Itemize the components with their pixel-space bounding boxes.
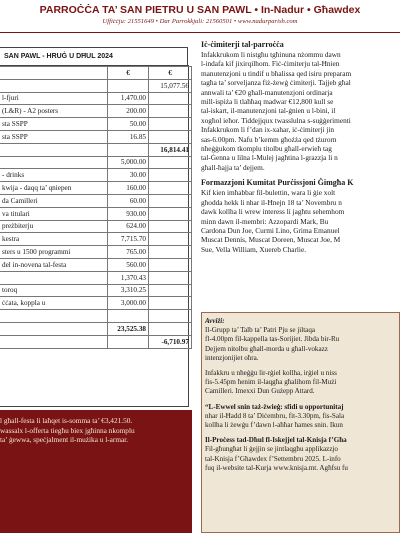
- cemetery-line: manutenzjoni u tindif u bħalissa qed isiru preparam: [201, 68, 352, 78]
- finance-cell-a: [108, 79, 149, 92]
- formation-line: Kif kien imħabbar fil-bulettin, wara li ġie xolt: [201, 188, 336, 198]
- finance-row: [0, 322, 192, 335]
- finance-cell-b: [149, 246, 192, 259]
- formation-line: Cardona Dun Joe, Curmi Lino, Grima Emanuel: [201, 225, 340, 235]
- finance-row: [0, 258, 192, 271]
- finance-cell-label: sta SSPP: [0, 130, 108, 143]
- finance-title: SAN PAWL - HRUĠ U DĦUL 2024: [0, 47, 188, 65]
- finance-cell-b: -6,710.97: [149, 335, 192, 348]
- finance-row: [0, 310, 192, 323]
- finance-cell-a: 60.00: [108, 194, 149, 207]
- finance-cell-b: [149, 322, 192, 335]
- finance-cell-a: 5,000.00: [108, 156, 149, 169]
- notice-line: fl-4.00pm fil-kappella tas-Sorijiet. Jibda bir-Ru: [205, 335, 340, 344]
- finance-cell-label: da Camilleri: [0, 194, 108, 207]
- finance-cell-a: [108, 310, 149, 323]
- finance-cell-label: ċċata, koppla u: [0, 297, 108, 310]
- finance-header-col-a: €: [108, 67, 149, 80]
- finance-cell-b: [149, 207, 192, 220]
- finance-row: [0, 284, 192, 297]
- cemetery-line: sas-6.00pm. Nafu b’kemm għożża qed tżurorn: [201, 134, 337, 144]
- note-line: ta’ ġewwa, speċjalment il-mużika u l-armar.: [0, 435, 129, 445]
- notice-men-meeting: [205, 369, 399, 397]
- cemetery-line: Infakkrukom li f’dan ix-xahar, iċ-ċimiterji jin: [201, 125, 335, 135]
- festa-note: [0, 410, 192, 533]
- finance-cell-b: [149, 118, 192, 131]
- finance-cell-b: [149, 233, 192, 246]
- finance-table: [0, 66, 192, 349]
- finance-cell-b: [149, 92, 192, 105]
- finance-cell-a: 50.00: [108, 118, 149, 131]
- notice-line: fis-5.45pm ħenim il-laqgħa għalihom fil-Mużi: [205, 378, 337, 387]
- formation-line: Muscat Dennis, Muscat Doreen, Muscat Joe, M: [201, 235, 341, 245]
- notice-line: Il-Proċess tad-Dħul fl-Iskejjel tal-Knisja f’Għa: [205, 436, 347, 445]
- note-line: l għall-festa li laħqet is-somma ta’ €3,421.50.: [0, 416, 133, 425]
- finance-row: [0, 156, 192, 169]
- finance-cell-a: 624.00: [108, 220, 149, 233]
- finance-cell-b: [149, 297, 192, 310]
- finance-cell-label: del in-novena tal-festa: [0, 258, 108, 271]
- formation-line: għodda hekk li nhar il-Ħnejn 18 ta’ Novembru n: [201, 197, 342, 207]
- finance-cell-label: preżbiterju: [0, 220, 108, 233]
- finance-cell-b: [149, 169, 192, 182]
- finance-cell-a: 200.00: [108, 105, 149, 118]
- finance-cell-a: 3,000.00: [108, 297, 149, 310]
- finance-cell-label: va titulari: [0, 207, 108, 220]
- cemetery-line: mill-ispiża li tlaħħaq madwar €12,800 kull se: [201, 97, 334, 107]
- formation-line: dawk kollha li wrew interess li jagħtu sehemhom: [201, 207, 345, 217]
- finance-row: [0, 246, 192, 259]
- notice-line: intenzjonijiet oħra.: [205, 353, 259, 362]
- cemetery-heading: Iċ-ċimiterji tal-parroċċa: [201, 40, 284, 49]
- notice-line: Infakkru u nħeġġu lir-rġiel kollha, irġiel u niss: [205, 369, 337, 378]
- finance-row: [0, 233, 192, 246]
- parish-contacts: Uffiċċju: 21551649 • Dar Parrokkjali: 21560501 • www.nadurparish.com: [102, 18, 298, 25]
- finance-cell-a: 160.00: [108, 182, 149, 195]
- notice-line: kollha li żewġu f’dawn l-aħħar ħames snin. Ikun: [205, 421, 343, 430]
- right-column: [201, 40, 400, 254]
- cemetery-line: tal-iskart, il-manutenzjoni tal-ġnien u l-bini, il: [201, 106, 336, 116]
- cemetery-line: nħeġġukom tkomplu titolbu għall-erwieħ tag: [201, 144, 332, 154]
- finance-cell-label: toroq: [0, 284, 108, 297]
- notice-line: Camilleri. Imexxi Dun Gużepp Attard.: [205, 387, 315, 396]
- finance-row: [0, 143, 192, 156]
- notice-line: nhar il-Ħadd 8 ta’ Diċembru, fit-3.30pm, fis-Sala: [205, 411, 345, 420]
- finance-cell-b: [149, 310, 192, 323]
- finance-row: [0, 220, 192, 233]
- finance-row: [0, 182, 192, 195]
- finance-cell-label: [0, 335, 108, 348]
- finance-cell-label: sta SSPP: [0, 118, 108, 131]
- finance-cell-b: [149, 156, 192, 169]
- finance-row: [0, 169, 192, 182]
- finance-cell-a: 765.00: [108, 246, 149, 259]
- notice-school-admission: [205, 436, 399, 473]
- cemetery-line: tal-Ġenna u lilna l-Mulej jagħtina l-grazzja li n: [201, 153, 338, 163]
- finance-cell-a: 23,525.38: [108, 322, 149, 335]
- finance-cell-a: [108, 143, 149, 156]
- cemetery-text: [201, 50, 400, 172]
- finance-cell-b: [149, 194, 192, 207]
- finance-cell-b: [149, 271, 192, 284]
- formation-line: Sue, Vella William, Xuereb Charlie.: [201, 244, 307, 254]
- notice-line: Il-Grupp ta’ Talb ta’ Patri Pju se jiltaqa: [205, 326, 316, 335]
- notice-line: “L-Ewwel snin taż-żwieġ: sfidi u opportunitaj: [205, 402, 344, 411]
- finance-cell-label: [0, 143, 108, 156]
- finance-row: [0, 271, 192, 284]
- finance-row: [0, 207, 192, 220]
- finance-cell-b: [149, 284, 192, 297]
- notice-prayer-group: [205, 326, 399, 363]
- formation-text: [201, 188, 400, 254]
- note-line: wassalx l-offerta tiegħu biex jgħinna nkomplu: [0, 425, 135, 435]
- notice-line: Dejjem nitolbu għall-morda u għall-vokazz: [205, 344, 328, 353]
- finance-cell-label: kwija - daqq ta’ qniepen: [0, 182, 108, 195]
- finance-cell-b: [149, 258, 192, 271]
- notice-line: Fil-għungħat li ġejjin se jintlaqgħu applikazzjo: [205, 445, 338, 454]
- parish-title: PARROĊĊA TA’ SAN PIETRU U SAN PAWL • In-Nadur • Għawdex: [39, 4, 361, 16]
- cemetery-line: annwali ta’ €20 għall-manutenzjoni ordinarja: [201, 87, 333, 97]
- finance-cell-a: 1,470.00: [108, 92, 149, 105]
- finance-cell-a: 560.00: [108, 258, 149, 271]
- finance-cell-b: [149, 105, 192, 118]
- finance-row: [0, 105, 192, 118]
- notice-marriage: [205, 403, 399, 431]
- header-rule: [0, 32, 400, 33]
- notice-line: tal-Knisja f’Għawdex f’Settembru 2025. L-info: [205, 454, 341, 463]
- finance-row: [0, 194, 192, 207]
- finance-row: [0, 79, 192, 92]
- finance-cell-label: kestra: [0, 233, 108, 246]
- finance-cell-b: 16,814.41: [149, 143, 192, 156]
- finance-cell-a: 3,310.25: [108, 284, 149, 297]
- finance-row: [0, 130, 192, 143]
- finance-header-label: [0, 67, 108, 80]
- notices-heading: Avviżi:: [205, 317, 225, 325]
- finance-table-box: [0, 53, 189, 407]
- formation-line: minn dawn il-membri: Azzopardi Mark, Bu: [201, 216, 329, 226]
- finance-row: [0, 92, 192, 105]
- finance-cell-label: [0, 156, 108, 169]
- finance-cell-a: 16.85: [108, 130, 149, 143]
- cemetery-line: Infakkrukom li nistgħu tgħinuna nżommu dawn: [201, 50, 341, 59]
- finance-cell-a: [108, 335, 149, 348]
- finance-cell-a: 30.00: [108, 169, 149, 182]
- finance-row: [0, 297, 192, 310]
- finance-cell-a: 1,370.43: [108, 271, 149, 284]
- finance-row: [0, 118, 192, 131]
- finance-cell-label: (L&R) - A2 posters: [0, 105, 108, 118]
- finance-cell-a: 7,715.70: [108, 233, 149, 246]
- finance-cell-b: [149, 220, 192, 233]
- finance-cell-label: sters u 1500 programmi: [0, 246, 108, 259]
- finance-cell-label: [0, 310, 108, 323]
- cemetery-line: l-indafa kif jixirqilhom. Fiċ-ċimiterju tal-Ħnien: [201, 59, 340, 69]
- finance-cell-label: l-fjuri: [0, 92, 108, 105]
- finance-cell-b: [149, 130, 192, 143]
- finance-cell-label: - drinks: [0, 169, 108, 182]
- finance-cell-label: [0, 79, 108, 92]
- finance-cell-b: [149, 182, 192, 195]
- finance-cell-b: 15,077.56: [149, 79, 192, 92]
- finance-row: [0, 335, 192, 348]
- finance-cell-label: [0, 271, 108, 284]
- cemetery-line: għall-ħajja ta’ dejjem.: [201, 162, 265, 172]
- finance-cell-a: 930.00: [108, 207, 149, 220]
- cemetery-line: tagħa ta’ sorveljanza fiż-żewġ ċimiterji. Tajjeb għal: [201, 78, 351, 88]
- notice-line: fuq il-website tal-Kurja www.knisja.mt. Agħfsu fu: [205, 463, 348, 472]
- finance-header-col-b: €: [149, 67, 192, 80]
- notices-box: [201, 312, 400, 533]
- finance-header-row: [0, 67, 192, 80]
- finance-cell-label: [0, 322, 108, 335]
- formation-heading: Formazzjoni Kumitat Purċissjoni Ġimgħa K: [201, 178, 354, 188]
- cemetery-line: xogħol ieħor. Tiddejjqux twasslulna s-suġġerimenti: [201, 115, 351, 125]
